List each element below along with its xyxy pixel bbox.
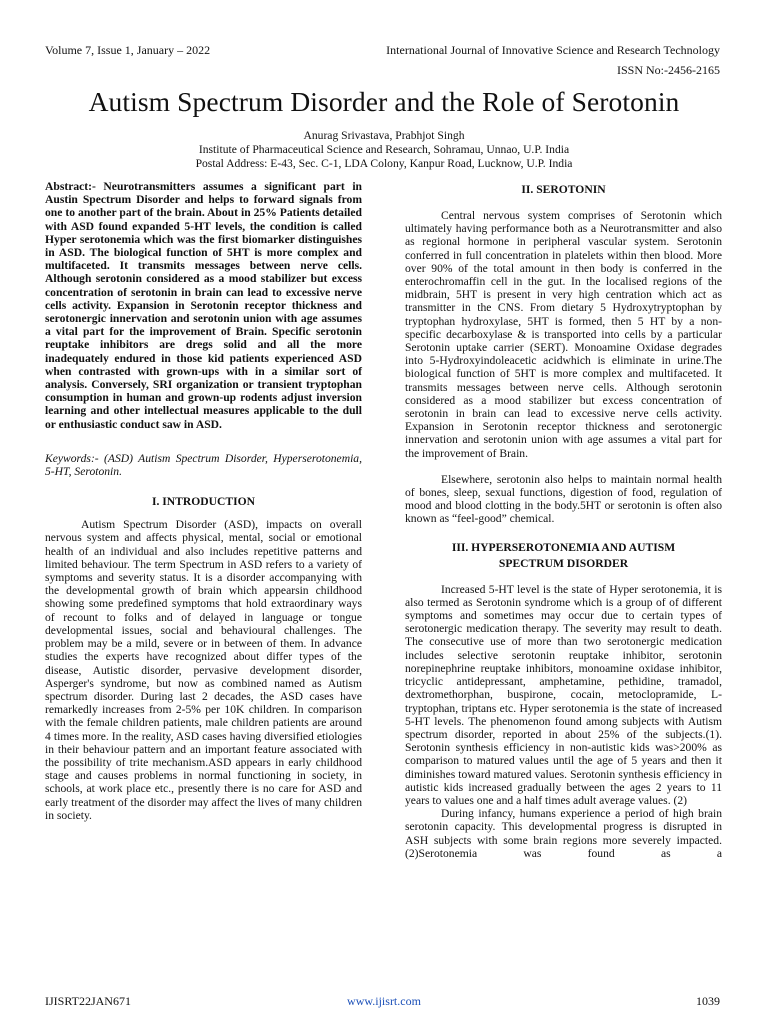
serotonin-paragraph-2: Elsewhere, serotonin also helps to maintain normal health of bones, sleep, sexual functions, digestion of food, regulation of mood and blood clotting in the body.5HT or serotonin is often also known as “feel-good” chemical.: [405, 472, 722, 526]
hyper-heading-line-1: III. HYPERSEROTONEMIA AND AUTISM: [451, 540, 676, 554]
issn: ISSN No:-2456-2165: [616, 63, 720, 77]
right-column: [405, 182, 722, 860]
keywords: Keywords:- (ASD) Autism Spectrum Disorder, Hyperserotonemia, 5-HT, Serotonin.: [45, 451, 362, 479]
serotonin-paragraph-1: Central nervous system comprises of Serotonin which ultimately having performance both as a Neurotransmitter and also as regional hormone in peripheral vascular system. Serotonin conferred in full concentration in platelets within then blood. More over 90% of the total amount in then body is conferred in the enterochromaffin cell in the gut. In the localised regions of the midbrain, 5HT is present in very high centration which act as transmitter in the CNS. From dietary 5 Hydroxytryptophan by tryptophan hydroxylase, 5HT is formed, then 5 HT by a non-specific decarboxylase & is transported into cells by a particular Serotonin uptake carrier (SERT). Monoamine Oxidase degrades into 5-Hydroxyindoleacetic acidwhich is eliminate in urine.The biological function of 5HT is more complex and multifaceted. It transmits messages between nerve cells. Although serotonin considered as a mood stabilizer but excess concentration of serotonin in brain can lead to excessive nerve cells activity. Expansion in Serotonin receptor thickness and serotonergic innervation and serotonin union with age assumes a vital part for the improvement of Brain.: [405, 209, 722, 460]
journal-url-link[interactable]: www.ijisrt.com: [347, 994, 421, 1008]
abstract: Abstract:- Neurotransmitters assumes a significant part in Austin Spectrum Disorder and helps to forward signals from one to another part of the brain. About in 25% Patients detailed with ASD found expanded 5-HT levels, the condition is called Hyper serotonemia which was the first biomarker distinguishes in ASD. The biological function of 5HT is more complex and multifaceted. It transmits messages between nerve cells. Although serotonin considered as a mood stabilizer but excess concentration of serotonin in brain can lead to excessive nerve cells activity. Expansion in Serotonin receptor thickness and serotonergic innervation and serotonin union with age assumes a vital part for the improvement of Brain. Specific serotonin reuptake inhibitors are dregs solid and all the more inadequately endured in those kid patients experienced ASD when contrasted with grown-ups with in a similar sort of analysis. Conversely, SRI organization or transient tryptophan consumption in human and grown-up rodents adjust inversion learning and other intellectual measures applicable to the dull or enthusiastic conduct saw in ASD.: [45, 180, 362, 431]
left-column: [45, 180, 362, 822]
journal-name: International Journal of Innovative Science and Research Technology: [386, 43, 720, 57]
authors: Anurag Srivastava, Prabhjot Singh: [303, 129, 465, 142]
affiliations: [0, 129, 768, 171]
intro-text: Autism Spectrum Disorder (ASD), impacts on overall nervous system and affects physical, mental, social or emotional health of an individual and also includes repetitive patterns and limited behaviour. The term Spectrum in ASD refers to a variety of symptoms and severity status. It is a disorder accompanying with the developmental growth of brain which appearsin childhood showing some predefined symptoms that hold extraordinary ways of recount to folks and of delayed in language or tongue developmental issues, social and behavioural challenges. The problem may be a mild, severe or in between of them. In advance studies the experts have recognized about differ types of the disease, Autistic disorder, pervasive development disorder, Asperger's syndrome, but now as combined named as Autism spectrum disorder. During last 2 decades, the ASD cases have remarkedly increases from 2-5% per 10K children. In comparison with the female children patients, male children patients are around 4 times more. In the reality, ASD cases having diversified etiologies in their behaviour pattern and an important feature associated with the possibility of trite mechanism.ASD appears in early childhood stage and causes problems in normal functioning in society, in schools, at work place etc., presently there is no care for ASD and early treatment of the disorder may affect the lives of many children in society.: [45, 518, 362, 822]
hyper-heading-line-2: SPECTRUM DISORDER: [498, 556, 629, 570]
serotonin-heading: II. SEROTONIN: [521, 183, 606, 196]
institute: Institute of Pharmaceutical Science and Research, Sohramau, Unnao, U.P. India: [198, 143, 570, 156]
paper-id: IJISRT22JAN671: [45, 994, 131, 1008]
intro-heading: I. INTRODUCTION: [151, 495, 256, 509]
hyper-paragraph-2: During infancy, humans experience a period of high brain serotonin capacity. This developmental progress is disrupted in ASH subjects with some brain regions more severely impacted. (2)Serotonemia was found as a: [405, 807, 722, 860]
volume-info: Volume 7, Issue 1, January – 2022: [45, 43, 211, 57]
paper-title: Autism Spectrum Disorder and the Role of Serotonin: [88, 86, 680, 117]
page-number: 1039: [696, 994, 720, 1008]
hyper-paragraph-1: Increased 5-HT level is the state of Hyper serotonemia, it is also termed as Serotonin syndrome which is a group of of different symptoms and sometimes may occur due to certain types of serotonergic medication therapy. The severity may result to death. The consecutive use of more than two serotonergic medication includes selective serotonin reuptake inhibitor, serotonin norepinephrine reuptake inhibitors, monoamine oxidase inhibitor, tricyclic antidepressant, amphetamine, pethidine, tramadol, dextromethorphan, buspirone, cocain, metoclopramide, L-tryptophan, triptans etc. Hyper serotonemia is the state of increased 5-HT levels. The phenomenon found among subjects with Autism spectrum disorder, reported in about 25% of the subjects.(1). Serotonin synthesis efficiency in non-autistic kids was>200% as comparison to matured values until the age of 5 years and then it diminishes toward matured values. Serotonin synthesis efficiency in autistic kids increased gradually between the ages 2 years to 11 years to values one and a half times adult average values. (2): [405, 582, 722, 807]
address: Postal Address: E-43, Sec. C-1, LDA Colony, Kanpur Road, Lucknow, U.P. India: [195, 157, 573, 170]
